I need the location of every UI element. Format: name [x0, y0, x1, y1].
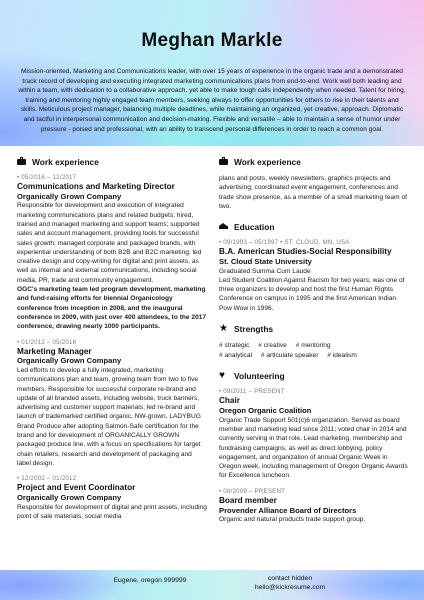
footer-banner: [0, 570, 424, 600]
entry-organization: Provender Alliance Board of Directors: [219, 505, 357, 515]
section-heading: [219, 323, 409, 334]
entry-dates: • 09/1993 – 05/1997 • ST. CLOUD, MN, USA: [219, 239, 350, 247]
entry-description: Graduated Summa Cum Laude Led Student Coalition Against Racism for two years; was one of three organizers to develop and host the first Human Rights Conference on campus in 1995 and the first American Indian Pow Wow in 1996.: [219, 267, 405, 312]
section-title: Strengths: [234, 323, 274, 334]
graduation-cap-icon: [219, 222, 228, 231]
footer-contact-label: contact hidden: [267, 575, 313, 582]
work-entry: [17, 339, 207, 469]
strength-tag: # articulate speaker: [260, 351, 319, 359]
entry-role: Chair: [219, 396, 240, 406]
entry-description: Led efforts to develop a fully integrated, marketing communications plan and team, growing team from two to five members. Responsible for successful corporate re-brand and update of all branded assets, including website, truck banners, advertising and customer support materials; led re-brand and launch of trademarked certified organic, NW-grown, LADYBUG Brand Produce after adopting Salmon-Safe certification for the brand and for development of ORGANICALLY GROWN packaged produce line, with a focus on specifications for target chain retailers, research and development of packaging and label design.: [17, 366, 201, 467]
work-experience-continued: [219, 156, 409, 211]
strength-tag: # creative: [258, 342, 287, 350]
entry-description-continued: plans and posts, weekly newsletters, graphics projects and advertising; coordinated event engagement, conferences and trade show presence, as a member of a small marketing team of two.: [219, 175, 408, 210]
entry-description: Organic and natural products trade support group.: [219, 516, 366, 524]
header-banner: [0, 0, 424, 146]
education-section: [219, 221, 409, 313]
entry-organization: Organically Grown Company: [17, 493, 122, 502]
volunteering-entry: [219, 488, 409, 525]
strength-tag: # idealism: [327, 351, 357, 359]
entry-description: Responsible for development of digital and print assets, including point of sale materials, social media: [17, 503, 207, 520]
entry-dates: • 05/2016 – 12/2017: [17, 174, 77, 181]
section-heading: [219, 221, 409, 232]
footer-email[interactable]: hello@kickresume.com: [254, 584, 326, 591]
strengths-section: [219, 323, 409, 360]
entry-dates: • 01/2012 – 05/2016: [17, 338, 77, 346]
entry-role: Board member: [219, 495, 277, 505]
strength-tags: [219, 341, 409, 360]
left-column: [17, 156, 207, 531]
footer-address: Eugene, oregon 999999: [113, 577, 187, 584]
entry-highlight: OGC's marketing team led program development, marketing and fund-raising efforts for biennial Organicology conference from inception in 2008, and the inaugural conference in 2009, with just over 400 attendees, to the 2017 conference, drawing nearly 1000 participants.: [17, 286, 207, 331]
work-entry: [17, 475, 207, 521]
strength-tag: # mentoring: [295, 342, 331, 350]
entry-dates: • 08/2009 – PRESENT: [219, 487, 286, 495]
section-title: Volunteering: [234, 370, 285, 381]
right-column: [219, 156, 409, 534]
entry-description: Organic Trade Support 501(c)6 organization. Served as board member and marketing lead since 2011; voted chair in 2014 and currently serving in that role. Lead marketing, membership and fundraising campaigns, as well as direct lobbying, policy engagement, and organization of annual Organic Week in Oregon week, including management of Oregon Organic Awards for Excellence luncheon.: [219, 416, 408, 480]
section-heading: [219, 156, 409, 167]
entry-role: Project and Event Coordinator: [17, 483, 136, 493]
entry-dates: • 12/2002 – 01/2012: [17, 475, 77, 483]
strength-tag: # strategic: [219, 342, 250, 350]
volunteering-entry: [219, 388, 409, 480]
star-icon: ★: [219, 323, 228, 335]
briefcase-icon: [17, 157, 26, 166]
strength-tag: # analytical: [219, 351, 252, 359]
entry-role: Communications and Marketing Director: [17, 182, 175, 191]
heart-icon: ♥: [219, 370, 225, 382]
entry-role: Marketing Manager: [17, 346, 92, 356]
volunteering-section: [219, 370, 409, 524]
work-entry: [17, 174, 207, 332]
footer-contact: [240, 574, 340, 592]
entry-school: St. Cloud State University: [219, 256, 312, 266]
briefcase-icon: [219, 157, 228, 166]
candidate-name: Meghan Markle: [141, 30, 283, 51]
section-title: Work experience: [234, 156, 301, 167]
section-heading: [17, 156, 207, 167]
work-experience-section: [17, 156, 207, 521]
education-entry: [219, 239, 409, 313]
entry-organization: Organically Grown Company: [17, 356, 122, 366]
entry-organization: Organically Grown Company: [17, 191, 122, 201]
entry-dates: • 09/2011 – PRESENT: [219, 388, 285, 396]
section-title: Work experience: [32, 156, 99, 167]
section-title: Education: [234, 221, 275, 232]
entry-description: Responsible for development and execution of integrated marketing communications plans and related budgets; hired, trained and managed marketing and support teams; supported sales and account management, providing tools for successful sales growth; managed corporate and packaged brands, with experiential understanding of both B2B and B2C marketing; led creative design and copy-writing for digital and print assets, as well as internal and external communications, including social media, PR, trade and community engagement.: [17, 202, 202, 284]
profile-summary: Mission-oriented, Marketing and Communications leader, with over 15 years of experience in the organic trade and a demonstrated track record of developing and executing integrated marketing communications plans from end-to-end. Work well both leading and within a team, with dedication to a collaborative approach, yet able to make tough calls independently when needed. Talent for hiring, training and mentoring highly engaged team members, seeking always to offer opportunities for others to rise in their talents and skills. Meticulous project manager, balancing multiple deadlines, while maintaining an organized, yet creative, approach. Diplomatic and tactful in interpersonal communication and decision-making. Flexible and versatile – able to maintain a sense of humor under pressure - poised and professional, with an ability to transcend personal differences in order to reach a common goal.: [18, 68, 406, 133]
entry-degree: B.A. American Studies-Social Responsibility: [219, 247, 392, 257]
entry-organization: Oregon Organic Coalition: [219, 406, 312, 416]
section-heading: [219, 370, 409, 381]
